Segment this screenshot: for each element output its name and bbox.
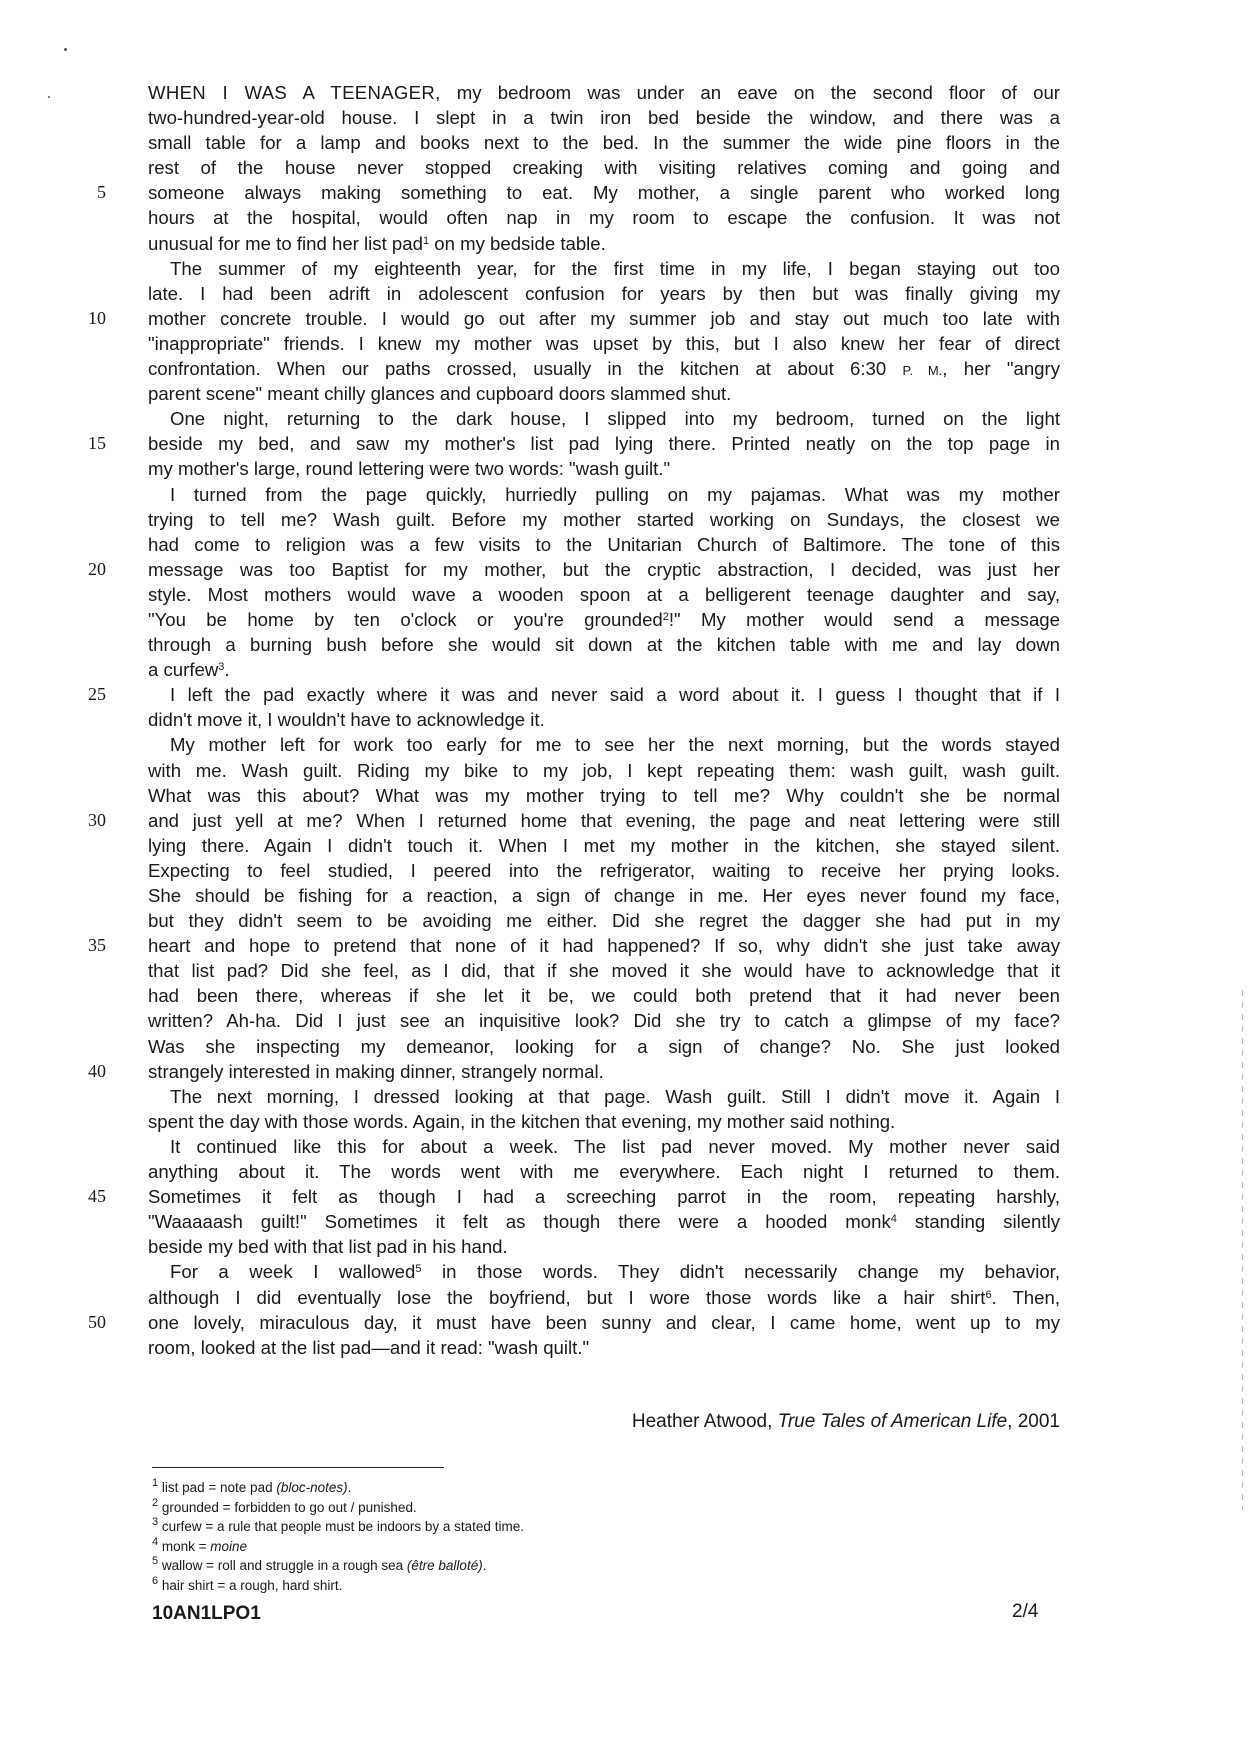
passage-line	[148, 331, 1060, 356]
text-run: parent scene" meant chilly glances and cupboard doors slammed shut.	[148, 383, 732, 405]
passage-line	[148, 256, 1060, 281]
footnote-number: 6	[152, 1574, 159, 1587]
line-number: 20	[88, 558, 106, 579]
passage-line	[148, 532, 1060, 557]
footnote-marker: 4	[890, 1213, 897, 1226]
footnote	[152, 1517, 524, 1537]
text-run: my bedroom was under an eave on the second floor of our	[440, 82, 1060, 103]
footnotes	[152, 1478, 524, 1596]
footnote-translation: (être balloté)	[406, 1558, 483, 1574]
text-run: Sometimes it felt as though I had a screeching parrot in the room, repeating harshly,	[148, 1186, 1060, 1208]
footnote	[152, 1537, 524, 1557]
text-run: someone always making something to eat. My mother, a single parent who worked long	[148, 182, 1060, 204]
passage-line	[148, 1234, 1060, 1259]
author-name: Heather Atwood,	[631, 1411, 778, 1432]
footnote-text: curfew = a rule that people must be indoors by a stated time.	[158, 1519, 524, 1535]
text-run: through a burning bush before she would sit down at the kitchen table with me and lay down	[148, 634, 1060, 656]
footnote-divider	[152, 1467, 444, 1468]
text-run: written? Ah-ha. Did I just see an inquisitive look? Did she try to catch a glimpse of my face?	[148, 1010, 1060, 1032]
footnote-translation: (bloc-notes)	[276, 1480, 348, 1495]
source-title: True Tales of American Life	[777, 1411, 1008, 1432]
text-run: mother concrete trouble. I would go out after my summer job and stay out much too late with	[148, 307, 1060, 329]
text-run: two-hundred-year-old house. I slept in a twin iron bed beside the window, and there was a	[148, 107, 1060, 129]
text-run: .	[224, 659, 230, 681]
footnote	[152, 1556, 524, 1576]
text-run: One night, returning to the dark house, I slipped into my bedroom, turned on the light	[170, 408, 1060, 430]
text-run: My mother left for work too early for me to see her the next morning, but the words stayed	[170, 734, 1060, 756]
text-run: Expecting to feel studied, I peered into the refrigerator, waiting to receive her prying looks.	[148, 859, 1060, 881]
footnote-number: 2	[152, 1496, 159, 1509]
text-run: beside my bed with that list pad in his hand.	[148, 1236, 508, 1258]
passage-line	[148, 933, 1060, 958]
text-run: didn't move it, I wouldn't have to acknowledge it.	[148, 709, 545, 731]
text-run: room, looked at the list pad—and it read: "wash quilt."	[148, 1336, 590, 1358]
passage-line	[148, 1084, 1060, 1109]
passage-line	[148, 1134, 1060, 1159]
text-run: "Waaaaash guilt!" Sometimes it felt as though there were a hooded monk	[148, 1211, 891, 1233]
passage-line	[148, 1209, 1060, 1234]
scan-speck	[64, 48, 67, 51]
text-run: trying to tell me? Wash guilt. Before my mother started working on Sundays, the closest we	[148, 508, 1060, 530]
passage-line	[148, 908, 1060, 933]
footnote-marker: 3	[218, 661, 225, 674]
footnote-marker: 1	[422, 234, 430, 247]
footnote	[152, 1478, 524, 1498]
text-run: "You be home by ten o'clock or you're grounded	[148, 608, 663, 630]
footnote-text: list pad = note pad	[158, 1480, 277, 1495]
passage-line	[148, 1335, 1060, 1360]
text-run: that list pad? Did she feel, as I did, that if she moved it she would have to acknowledge that it	[148, 960, 1060, 982]
passage-line	[148, 1310, 1060, 1335]
passage-line	[148, 707, 1060, 732]
passage-line	[148, 808, 1060, 833]
text-run: beside my bed, and saw my mother's list pad lying there. Printed neatly on the top page in	[148, 433, 1060, 455]
passage-line	[148, 105, 1060, 130]
text-run: It continued like this for about a week. The list pad never moved. My mother never said	[170, 1135, 1060, 1157]
passage-line	[148, 281, 1060, 306]
text-run: P. M.	[902, 363, 943, 379]
source-year: , 2001	[1007, 1411, 1060, 1432]
text-run: small table for a lamp and books next to the bed. In the summer the wide pine floors in the	[148, 132, 1060, 154]
passage-line	[148, 1285, 1060, 1310]
page-number: 2/4	[1012, 1601, 1039, 1622]
passage-line	[148, 130, 1060, 155]
text-run: lying there. Again I didn't touch it. When I met my mother in the kitchen, she stayed silent.	[148, 834, 1060, 856]
footnote-marker: 2	[662, 610, 669, 623]
passage-line	[148, 758, 1060, 783]
text-run: heart and hope to pretend that none of it had happened? If so, why didn't she just take away	[148, 935, 1060, 957]
footnote	[152, 1498, 524, 1518]
passage-line	[148, 1059, 1060, 1084]
text-run: What was this about? What was my mother trying to tell me? Why couldn't she be normal	[148, 784, 1060, 806]
footnote-text: monk =	[158, 1538, 211, 1554]
text-run: I left the pad exactly where it was and never said a word about it. I guess I thought that if I	[170, 684, 1060, 706]
text-run: WHEN I WAS A TEENAGER,	[148, 82, 441, 103]
line-number: 5	[97, 182, 106, 203]
line-number: 35	[88, 935, 106, 956]
text-run: style. Most mothers would wave a wooden spoon at a belligerent teenage daughter and say,	[148, 583, 1060, 605]
passage-line	[148, 883, 1060, 908]
passage-line	[148, 732, 1060, 757]
footnote-number: 3	[152, 1516, 159, 1529]
text-run: The next morning, I dressed looking at that page. Wash guilt. Still I didn't move it. Again I	[170, 1085, 1060, 1107]
passage-line	[148, 557, 1060, 582]
passage-line	[148, 1034, 1060, 1059]
text-run: The summer of my eighteenth year, for the first time in my life, I began staying out too	[170, 257, 1060, 279]
text-run: spent the day with those words. Again, in the kitchen that evening, my mother said nothing.	[148, 1110, 896, 1132]
passage-line	[148, 958, 1060, 983]
text-run: Was she inspecting my demeanor, looking for a sign of change? No. She just looked	[148, 1035, 1060, 1057]
passage-line	[148, 406, 1060, 431]
text-run: unusual for me to find her list pad	[148, 232, 423, 254]
passage-line	[148, 231, 1060, 256]
line-number: 50	[88, 1311, 106, 1332]
scan-edge-mark	[1242, 990, 1243, 1510]
footnote	[152, 1576, 524, 1596]
text-run: strangely interested in making dinner, strangely normal.	[148, 1060, 604, 1082]
passage-line	[148, 456, 1060, 481]
line-number: 25	[88, 684, 106, 705]
text-run: on my bedside table.	[429, 232, 606, 254]
passage-line	[148, 482, 1060, 507]
passage-line	[148, 833, 1060, 858]
passage-line	[148, 632, 1060, 657]
text-run: late. I had been adrift in adolescent confusion for years by then but was finally giving my	[148, 282, 1060, 304]
text-run: I turned from the page quickly, hurriedly pulling on my pajamas. What was my mother	[170, 483, 1060, 505]
text-run: confrontation. When our paths crossed, usually in the kitchen at about 6:30	[148, 358, 903, 380]
text-run: but they didn't seem to be avoiding me either. Did she regret the dagger she had put in my	[148, 910, 1060, 932]
scan-speck	[48, 96, 50, 98]
text-run: rest of the house never stopped creaking with visiting relatives coming and going and	[148, 157, 1060, 179]
text-run: had been there, whereas if she let it be, we could both pretend that it had never been	[148, 985, 1060, 1007]
footnote-text: grounded = forbidden to go out / punished.	[158, 1499, 417, 1515]
text-run: "inappropriate" friends. I knew my mother was upset by this, but I also knew her fear of direct	[148, 332, 1060, 354]
passage-line	[148, 306, 1060, 331]
text-run: although I did eventually lose the boyfriend, but I wore those words like a hair shirt	[148, 1286, 986, 1308]
footnote-number: 5	[152, 1555, 159, 1568]
text-run: She should be fishing for a reaction, a sign of change in me. Her eyes never found my face,	[148, 885, 1060, 906]
text-run: in those words. They didn't necessarily change my behavior,	[421, 1261, 1060, 1283]
passage-line	[148, 582, 1060, 607]
text-run: , her "angry	[942, 358, 1060, 380]
passage-line	[148, 657, 1060, 682]
passage-line	[148, 381, 1060, 406]
text-run: had come to religion was a few visits to the Unitarian Church of Baltimore. The tone of this	[148, 533, 1060, 555]
text-run: my mother's large, round lettering were two words: "wash guilt."	[148, 458, 671, 480]
footnote-text: wallow = roll and struggle in a rough sea	[158, 1558, 407, 1574]
passage-line	[148, 783, 1060, 808]
footnote-marker: 6	[985, 1288, 992, 1301]
passage-line	[148, 205, 1060, 230]
line-number: 10	[88, 307, 106, 328]
line-number: 15	[88, 433, 106, 454]
footnote-translation: moine	[210, 1538, 248, 1554]
text-run: hours at the hospital, would often nap in my room to escape the confusion. It was not	[148, 207, 1060, 229]
passage-line	[148, 180, 1060, 205]
passage-line	[148, 1159, 1060, 1184]
passage-line	[148, 858, 1060, 883]
text-run: standing silently	[896, 1211, 1060, 1233]
footnote-text: hair shirt = a rough, hard shirt.	[158, 1577, 343, 1593]
line-number: 30	[88, 809, 106, 830]
text-run: with me. Wash guilt. Riding my bike to my job, I kept repeating them: wash guilt, wash guilt.	[148, 759, 1060, 781]
passage-line	[148, 80, 1060, 105]
passage-line	[148, 356, 1060, 381]
text-run: For a week I wallowed	[170, 1261, 416, 1283]
passage-text	[148, 80, 1060, 1360]
text-run: and just yell at me? When I returned home that evening, the page and neat lettering were still	[148, 809, 1060, 831]
footnote-number: 1	[152, 1477, 159, 1489]
passage-line	[148, 431, 1060, 456]
passage-line	[148, 682, 1060, 707]
line-number: 40	[88, 1060, 106, 1081]
passage-line	[148, 1259, 1060, 1284]
text-run: message was too Baptist for my mother, but the cryptic abstraction, I decided, was just her	[148, 558, 1060, 580]
passage-line	[148, 607, 1060, 632]
text-run: a curfew	[148, 659, 219, 681]
text-run: one lovely, miraculous day, it must have been sunny and clear, I came home, went up to my	[148, 1311, 1060, 1333]
line-number: 45	[88, 1186, 106, 1207]
exam-code: 10AN1LPO1	[152, 1603, 261, 1624]
source-attribution	[560, 1411, 1060, 1433]
passage-line	[148, 1109, 1060, 1134]
passage-line	[148, 1184, 1060, 1209]
passage-line	[148, 155, 1060, 180]
text-run: . Then,	[991, 1286, 1060, 1308]
footnote-number: 4	[152, 1535, 159, 1548]
footnote-punctuation: .	[347, 1480, 352, 1495]
footnote-marker: 5	[415, 1263, 422, 1276]
text-run: anything about it. The words went with me everywhere. Each night I returned to them.	[148, 1161, 1060, 1183]
footnote-punctuation: .	[482, 1558, 487, 1574]
passage-line	[148, 1008, 1060, 1033]
passage-line	[148, 507, 1060, 532]
text-run: !" My mother would send a message	[668, 608, 1060, 630]
passage-line	[148, 983, 1060, 1008]
